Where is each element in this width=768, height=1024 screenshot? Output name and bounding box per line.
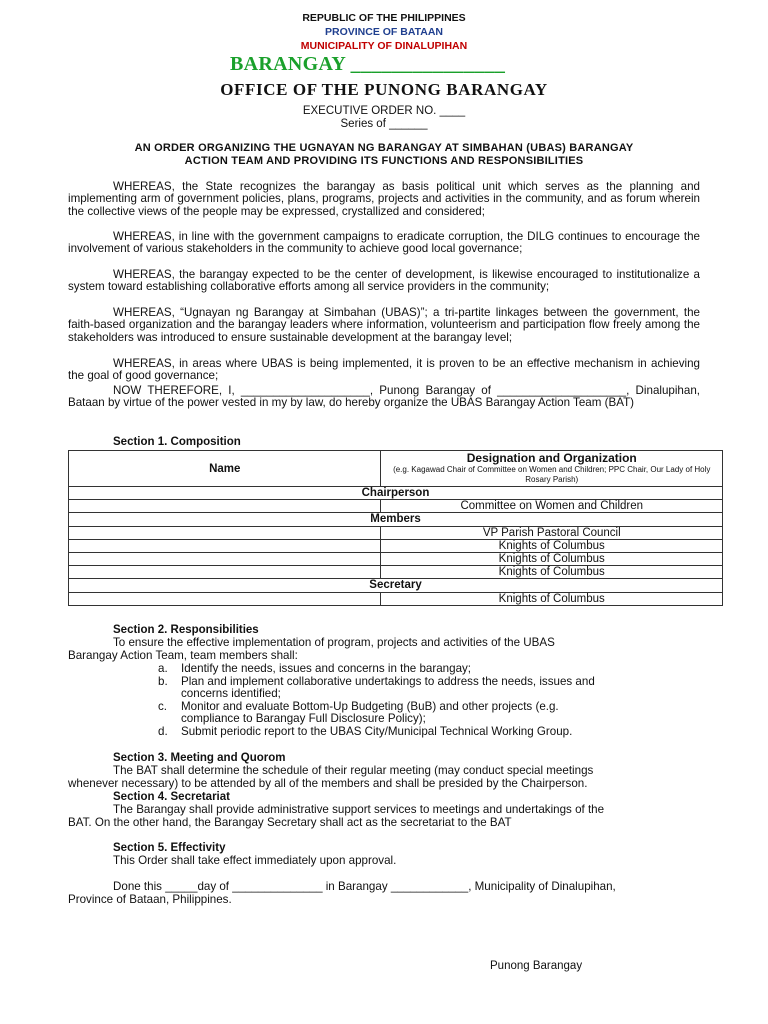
table-row [69, 500, 723, 513]
section-4-line-1: The Barangay shall provide administrative support services to meetings and undertakings of the [113, 803, 605, 816]
designation-header-note: (e.g. Kagawad Chair of Committee on Women and Children; PPC Chair, Our Lady of Holy Rosary Parish) [393, 465, 711, 484]
item-text: Identify the needs, issues and concerns in the barangay; [181, 662, 472, 675]
whereas-paragraph-3: WHEREAS, the barangay expected to be the center of development, is likewise encouraged to institutionalize a system toward establishing collaborative efforts among all service providers in the community; [68, 268, 700, 294]
done-line-1: Done this _____day of ______________ in Barangay ____________, Municipality of Dinalupihan, [113, 880, 616, 893]
table-row [69, 552, 723, 565]
item-letter: b. [158, 675, 168, 688]
designation-column-header [381, 451, 723, 487]
member-designation-cell: Knights of Columbus [381, 539, 723, 552]
member-designation-cell: Knights of Columbus [381, 552, 723, 565]
section-1-heading: Section 1. Composition [113, 436, 241, 448]
series-line: Series of ______ [340, 118, 428, 130]
chairperson-label: Chairperson [69, 487, 723, 500]
item-letter: c. [158, 700, 168, 713]
province-header: PROVINCE OF BATAAN [324, 26, 444, 38]
table-row [69, 592, 723, 605]
municipality-header: MUNICIPALITY OF DINALUPIHAN [300, 40, 468, 52]
barangay-heading: BARANGAY _______________ [230, 53, 506, 75]
section-4-heading: Section 4. Secretariat [113, 791, 230, 803]
table-row [69, 539, 723, 552]
section-3-heading: Section 3. Meeting and Quorom [113, 752, 286, 764]
item-text-continued: compliance to Barangay Full Disclosure Policy); [181, 712, 426, 726]
whereas-paragraph-5: WHEREAS, in areas where UBAS is being implemented, it is proven to be an effective mechanism in achieving the goal of good governance; [68, 357, 700, 383]
item-text-continued: concerns identified; [181, 687, 281, 701]
members-group-row [69, 513, 723, 526]
member-name-cell [69, 526, 381, 539]
order-title-line-2: ACTION TEAM AND PROVIDING ITS FUNCTIONS AND RESPONSIBILITIES [184, 155, 584, 167]
member-name-cell [69, 552, 381, 565]
name-column-header: Name [69, 451, 381, 487]
members-label: Members [69, 513, 723, 526]
member-designation-cell: Knights of Columbus [381, 566, 723, 579]
secretary-designation-cell: Knights of Columbus [381, 592, 723, 605]
member-name-cell [69, 566, 381, 579]
section-2-intro-line-1: To ensure the effective implementation of program, projects and activities of the UBAS [113, 636, 555, 649]
chairperson-designation-cell: Committee on Women and Children [381, 500, 723, 513]
republic-header: REPUBLIC OF THE PHILIPPINES [302, 12, 466, 24]
executive-order-number: EXECUTIVE ORDER NO. ____ [302, 105, 466, 117]
section-2-intro-line-2: Barangay Action Team, team members shall: [68, 649, 298, 662]
table-row [69, 526, 723, 539]
chairperson-name-cell [69, 500, 381, 513]
table-header-row [69, 451, 723, 487]
section-5-text: This Order shall take effect immediately upon approval. [113, 854, 397, 867]
secretary-name-cell [69, 592, 381, 605]
item-letter: d. [158, 725, 168, 738]
secretary-group-row [69, 579, 723, 592]
table-row [69, 566, 723, 579]
section-3-line-1: The BAT shall determine the schedule of their regular meeting (may conduct special meetings [113, 764, 594, 777]
section-3-line-2: whenever necessary) to be attended by all of the members and shall be presided by the Chairperson. [68, 777, 588, 790]
item-text: Plan and implement collaborative undertakings to address the needs, issues and [181, 675, 595, 688]
section-5-heading: Section 5. Effectivity [113, 842, 226, 854]
item-letter: a. [158, 662, 168, 675]
whereas-paragraph-4: WHEREAS, “Ugnayan ng Barangay at Simbahan (UBAS)”; a tri-partite linkages between the government, the faith-based organization and the barangay leaders where information, volunteerism and participation flow freely among the stakeholders was introduced to ensure sustainable development at the barangay level; [68, 306, 700, 344]
item-text: Submit periodic report to the UBAS City/Municipal Technical Working Group. [181, 725, 573, 738]
whereas-paragraph-2: WHEREAS, in line with the government campaigns to eradicate corruption, the DILG continues to encourage the involvement of various stakeholders in the community to achieve good local governance; [68, 230, 700, 256]
whereas-paragraph-1: WHEREAS, the State recognizes the barangay as basis political unit which serves as the planning and implementing arm of government policies, plans, programs, projects and activities in the community, and as forum wherein the collective views of the people may be expressed, crystallized and considered; [68, 180, 700, 218]
member-designation-cell: VP Parish Pastoral Council [381, 526, 723, 539]
chairperson-group-row [69, 487, 723, 500]
member-name-cell [69, 539, 381, 552]
item-text: Monitor and evaluate Bottom-Up Budgeting (BuB) and other projects (e.g. [181, 700, 559, 713]
signature-label: Punong Barangay [490, 960, 583, 972]
secretary-label: Secretary [69, 579, 723, 592]
section-2-heading: Section 2. Responsibilities [113, 624, 259, 636]
composition-table [68, 450, 723, 606]
office-title: OFFICE OF THE PUNONG BARANGAY [220, 80, 548, 99]
designation-header-label: Designation and Organization [466, 451, 637, 465]
now-therefore-paragraph: NOW THEREFORE, I, ____________________, Punong Barangay of ____________________, Dinalupihan, Bataan by virtue of the power vested in my by law, do hereby organize the UBAS Barangay Action Team (BAT) [68, 384, 700, 410]
order-title-line-1: AN ORDER ORGANIZING THE UGNAYAN NG BARANGAY AT SIMBAHAN (UBAS) BARANGAY [134, 142, 634, 154]
section-4-line-2: BAT. On the other hand, the Barangay Secretary shall act as the secretariat to the BAT [68, 816, 512, 829]
done-line-2: Province of Bataan, Philippines. [68, 893, 232, 906]
